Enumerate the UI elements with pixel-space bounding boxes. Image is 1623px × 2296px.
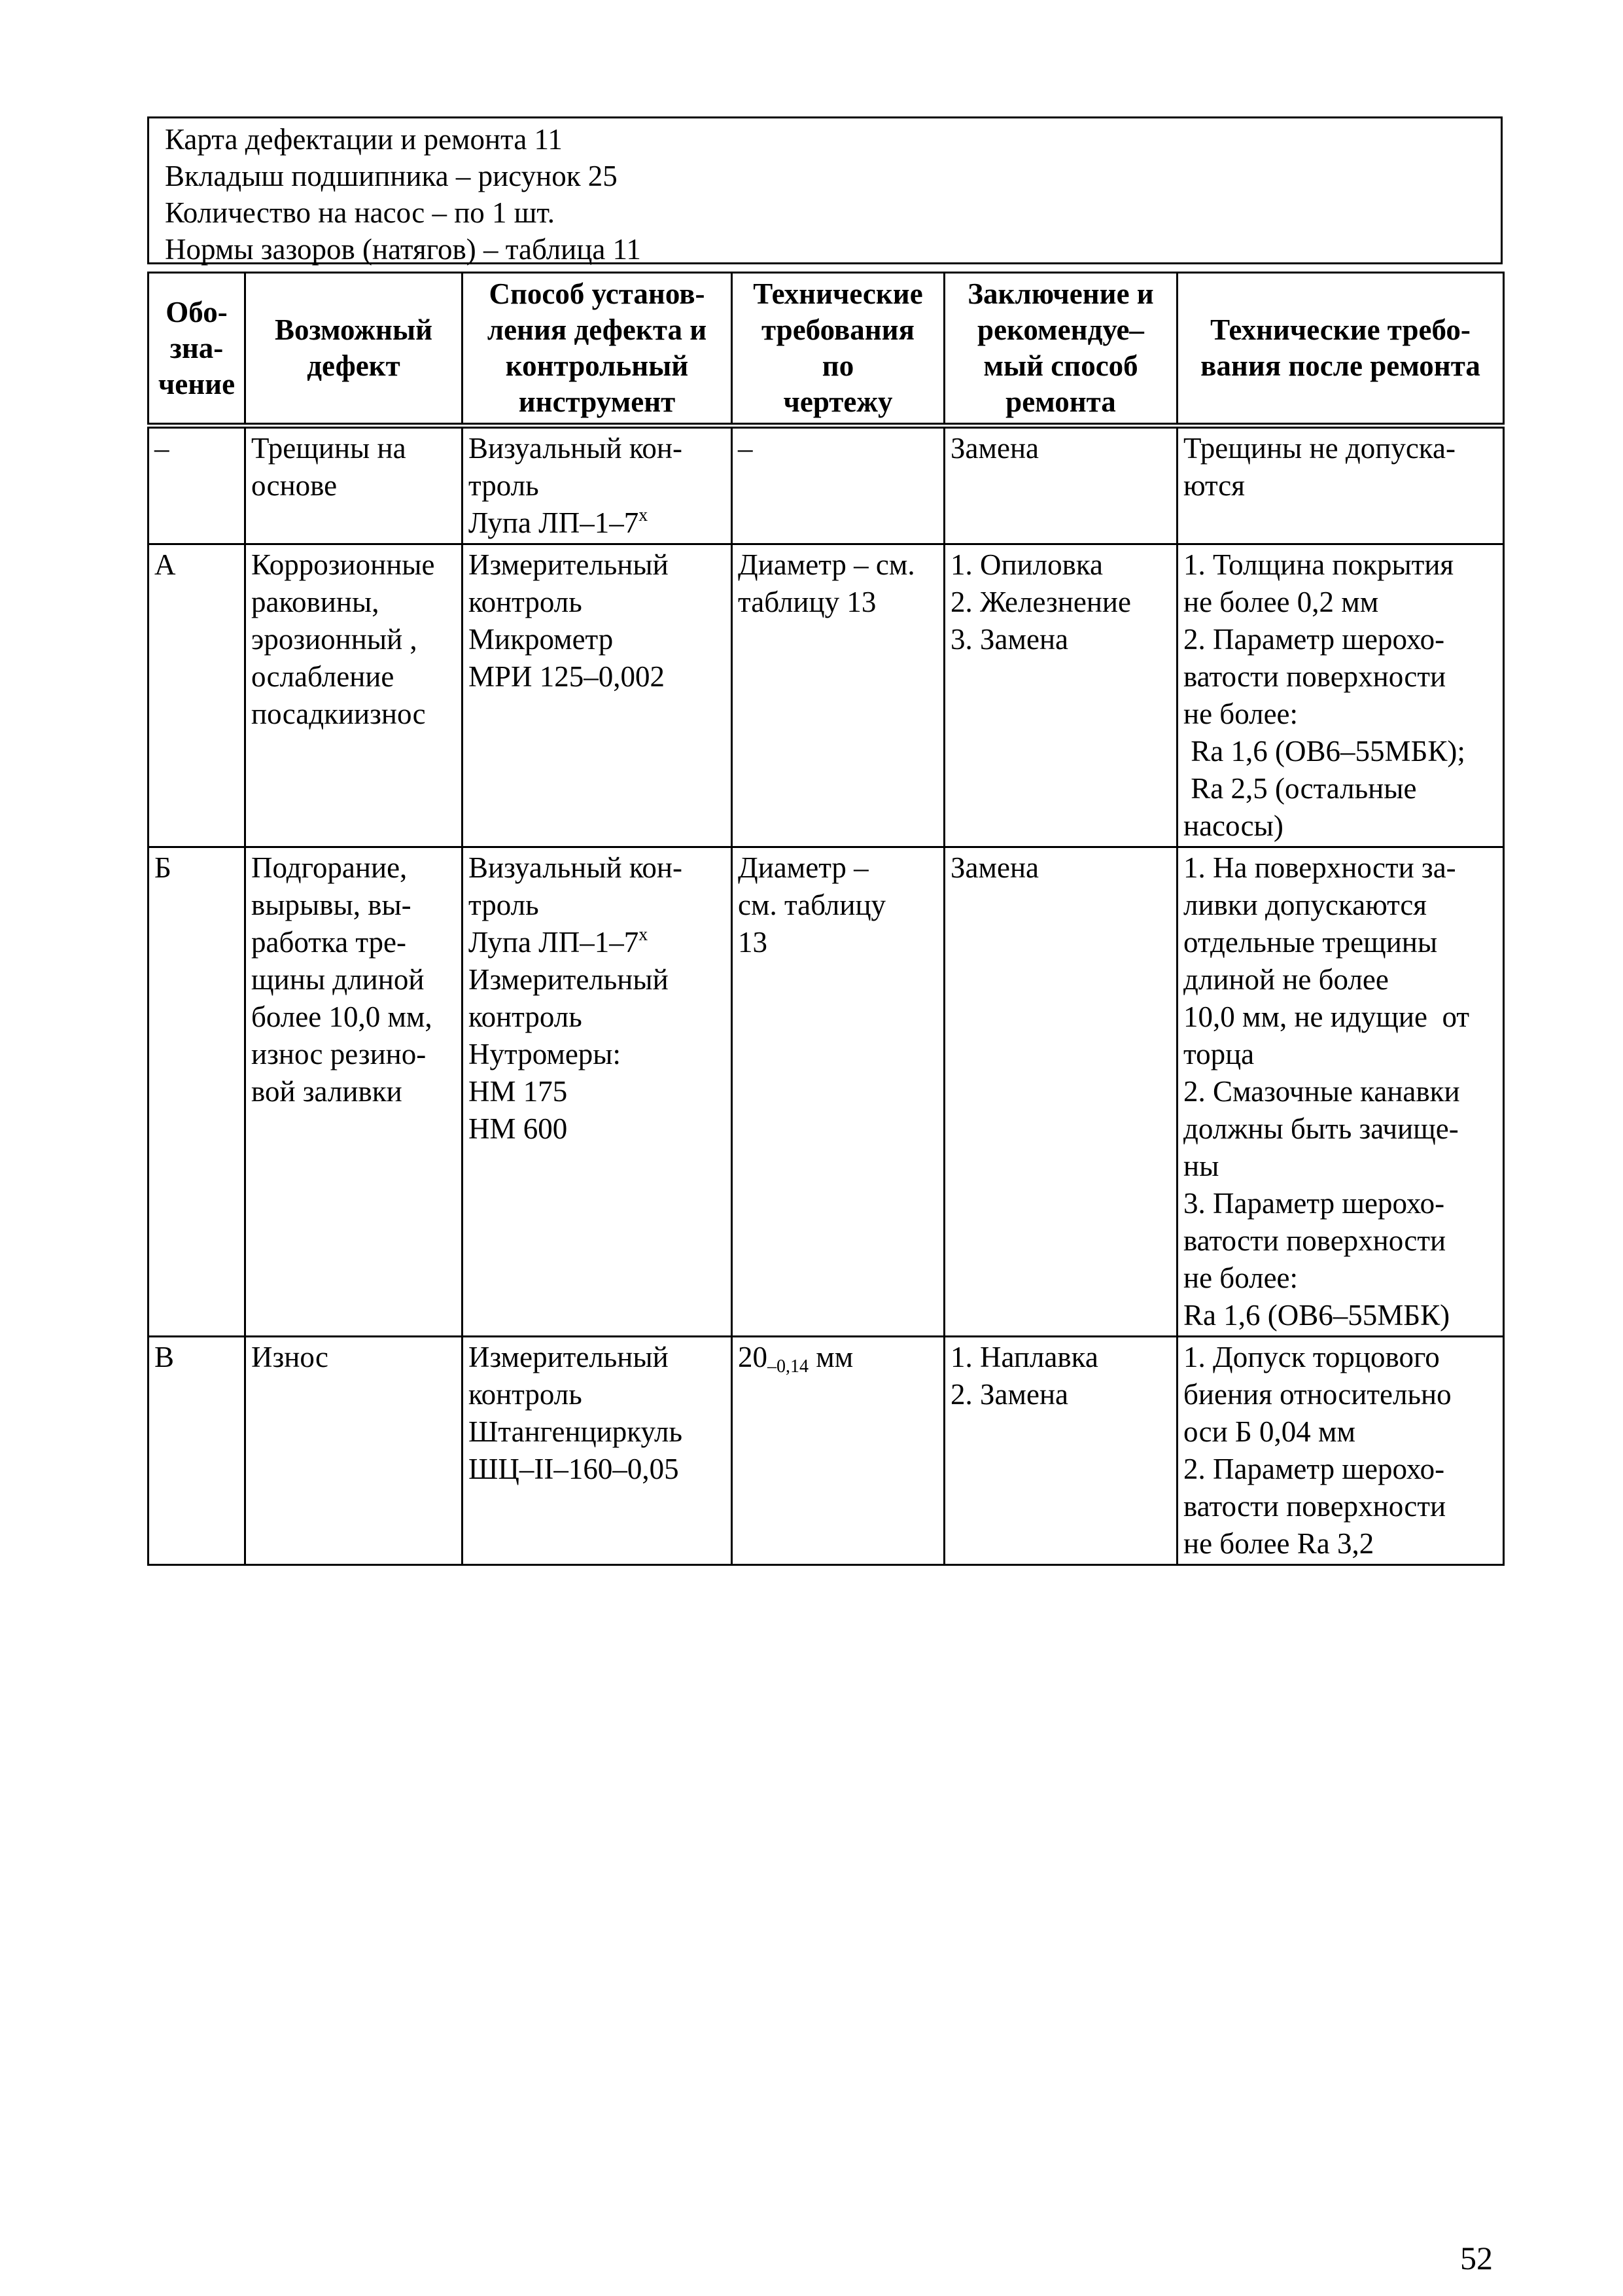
header-text: зна- (169, 331, 224, 364)
cell-text: 3. Параметр шерохо- (1183, 1187, 1445, 1220)
cell-text: Замена (951, 432, 1039, 465)
cell-designation (148, 847, 245, 1337)
cell-text: насосы) (1183, 809, 1283, 842)
table-row (148, 1337, 1504, 1565)
header-text: ремонта (1005, 385, 1116, 418)
card-header (147, 116, 1503, 264)
header-text: Технические (753, 277, 923, 310)
cell-text: НМ 175 (468, 1075, 568, 1108)
col-header-tech-req (732, 273, 945, 426)
header-text: рекомендуе– (977, 313, 1144, 346)
cell-text: таблицу 13 (738, 586, 877, 618)
header-text: Способ установ- (489, 277, 705, 310)
cell-text: 2. Замена (951, 1378, 1069, 1411)
table-row (148, 426, 1504, 544)
col-header-defect (245, 273, 462, 426)
cell-text: Ra 1,6 (ОВ6–55МБК) (1183, 1299, 1450, 1332)
cell-text: мм (809, 1341, 854, 1373)
header-text: дефект (307, 349, 400, 382)
defect-table (147, 272, 1505, 1566)
table-header-row (148, 273, 1504, 426)
cell-text: 13 (738, 926, 767, 959)
cell-text: Визуальный кон- (468, 432, 682, 465)
cell-text: А (154, 548, 176, 581)
cell-text: посадкиизнос (251, 698, 426, 730)
cell-defect (245, 544, 462, 847)
cell-text: 1. Опиловка (951, 548, 1104, 581)
header-text: Технические требо- (1210, 313, 1471, 346)
cell-text: Нутромеры: (468, 1038, 621, 1070)
cell-text: Измерительный (468, 963, 669, 996)
cell-text: Микрометр (468, 623, 614, 656)
cell-text: 20 (738, 1341, 767, 1373)
header-text: инструмент (518, 385, 676, 418)
cell-text: должны быть зачище- (1183, 1112, 1459, 1145)
cell-text: не более: (1183, 698, 1299, 730)
cell-after-repair (1178, 426, 1504, 544)
cell-method (462, 426, 732, 544)
cell-text: ются (1183, 469, 1245, 502)
cell-designation (148, 426, 245, 544)
superscript-text: х (638, 505, 648, 525)
table-row (148, 847, 1504, 1337)
tolerance-value (738, 1339, 938, 1376)
cell-text: Визуальный кон- (468, 851, 682, 884)
cell-text: ШЦ–II–160–0,05 (468, 1453, 679, 1485)
cell-text: Коррозионные (251, 548, 435, 581)
cell-text: ватости поверхности (1183, 660, 1446, 693)
cell-text: Замена (951, 851, 1039, 884)
cell-designation (148, 1337, 245, 1565)
cell-text: – (738, 432, 753, 465)
cell-text: Ra 2,5 (остальные (1183, 772, 1417, 805)
cell-text: 2. Смазочные канавки (1183, 1075, 1460, 1108)
header-text: ления дефекта и (487, 313, 707, 346)
cell-text: В (154, 1341, 175, 1373)
cell-text: контроль (468, 1000, 582, 1033)
cell-text: МРИ 125–0,002 (468, 660, 665, 693)
cell-text: 2. Параметр шерохо- (1183, 623, 1445, 656)
cell-tech-req (732, 426, 945, 544)
col-header-designation (148, 273, 245, 426)
cell-text: эрозионный , (251, 623, 417, 656)
cell-text: Измерительный (468, 1341, 669, 1373)
cell-method (462, 847, 732, 1337)
cell-text: Лупа ЛП–1–7 (468, 926, 639, 959)
superscript-text: х (638, 925, 648, 945)
cell-text: не более: (1183, 1262, 1299, 1294)
header-text: требования (761, 313, 915, 346)
cell-method (462, 544, 732, 847)
cell-conclusion (945, 1337, 1178, 1565)
cell-after-repair (1178, 847, 1504, 1337)
header-text: контрольный (505, 349, 689, 382)
header-text: Обо- (166, 295, 228, 328)
magnifier-line (468, 504, 725, 542)
cell-text: торца (1183, 1038, 1255, 1070)
cell-text: 2. Параметр шерохо- (1183, 1453, 1445, 1485)
cell-text: Подгорание, (251, 851, 408, 884)
col-header-after-repair (1178, 273, 1504, 426)
header-text: чертежу (783, 385, 893, 418)
card-quantity: Количество на насос – по 1 шт. (165, 196, 555, 229)
cell-defect (245, 1337, 462, 1565)
cell-text: контроль (468, 586, 582, 618)
cell-text: – (154, 432, 169, 465)
cell-text: контроль (468, 1378, 582, 1411)
cell-text: ослабление (251, 660, 394, 693)
cell-text: отдельные трещины (1183, 926, 1438, 959)
cell-tech-req (732, 544, 945, 847)
cell-defect (245, 426, 462, 544)
cell-text: 1. Наплавка (951, 1341, 1098, 1373)
cell-text: 2. Железнение (951, 586, 1131, 618)
subscript-text: –0,14 (767, 1356, 809, 1377)
cell-text: вой заливки (251, 1075, 402, 1108)
card-title: Карта дефектации и ремонта 11 (165, 123, 563, 156)
cell-text: основе (251, 469, 338, 502)
cell-designation (148, 544, 245, 847)
cell-text: Износ (251, 1341, 328, 1373)
cell-conclusion (945, 847, 1178, 1337)
cell-text: Лупа ЛП–1–7 (468, 506, 639, 539)
cell-text: НМ 600 (468, 1112, 568, 1145)
cell-text: Б (154, 851, 171, 884)
cell-text: Диаметр – см. (738, 548, 915, 581)
cell-text: Трещины не допуска- (1183, 432, 1456, 465)
cell-text: см. таблицу (738, 889, 886, 921)
header-text: Возможный (274, 313, 433, 346)
table-row (148, 544, 1504, 847)
cell-text: ливки допускаются (1183, 889, 1427, 921)
cell-text: не более Ra 3,2 (1183, 1527, 1374, 1560)
cell-text: не более 0,2 мм (1183, 586, 1379, 618)
header-text: по (822, 349, 854, 382)
cell-text: Измерительный (468, 548, 669, 581)
cell-conclusion (945, 426, 1178, 544)
cell-text: Трещины на (251, 432, 406, 465)
page-number: 52 (1460, 2240, 1493, 2276)
header-text: мый способ (983, 349, 1138, 382)
cell-text: износ резино- (251, 1038, 427, 1070)
cell-text: 1. Толщина покрытия (1183, 548, 1454, 581)
cell-text: Штангенциркуль (468, 1415, 682, 1448)
header-text: вания после ремонта (1200, 349, 1480, 382)
magnifier-line (468, 924, 725, 961)
cell-text: 1. На поверхности за- (1183, 851, 1456, 884)
cell-text: троль (468, 889, 539, 921)
cell-tech-req (732, 1337, 945, 1565)
col-header-conclusion (945, 273, 1178, 426)
cell-text: ватости поверхности (1183, 1224, 1446, 1257)
cell-after-repair (1178, 1337, 1504, 1565)
cell-text: вырывы, вы- (251, 889, 411, 921)
cell-text: 1. Допуск торцового (1183, 1341, 1440, 1373)
cell-text: Ra 1,6 (ОВ6–55МБК); (1183, 735, 1465, 768)
cell-text: щины длиной (251, 963, 425, 996)
cell-defect (245, 847, 462, 1337)
cell-text: работка тре- (251, 926, 407, 959)
header-text: чение (158, 367, 236, 400)
cell-text: раковины, (251, 586, 379, 618)
cell-text: ны (1183, 1150, 1219, 1182)
cell-method (462, 1337, 732, 1565)
cell-conclusion (945, 544, 1178, 847)
cell-tech-req (732, 847, 945, 1337)
header-text: Заключение и (968, 277, 1154, 310)
cell-after-repair (1178, 544, 1504, 847)
cell-text: более 10,0 мм, (251, 1000, 432, 1033)
cell-text: троль (468, 469, 539, 502)
cell-text: Диаметр – (738, 851, 869, 884)
cell-text: длиной не более (1183, 963, 1389, 996)
cell-text: ватости поверхности (1183, 1490, 1446, 1523)
card-part-name: Вкладыш подшипника – рисунок 25 (165, 160, 618, 192)
cell-text: биения относительно (1183, 1378, 1452, 1411)
cell-text: 3. Замена (951, 623, 1069, 656)
cell-text: оси Б 0,04 мм (1183, 1415, 1355, 1448)
col-header-method (462, 273, 732, 426)
cell-text: 10,0 мм, не идущие от (1183, 1000, 1470, 1033)
card-clearance-norms: Нормы зазоров (натягов) – таблица 11 (165, 233, 641, 266)
